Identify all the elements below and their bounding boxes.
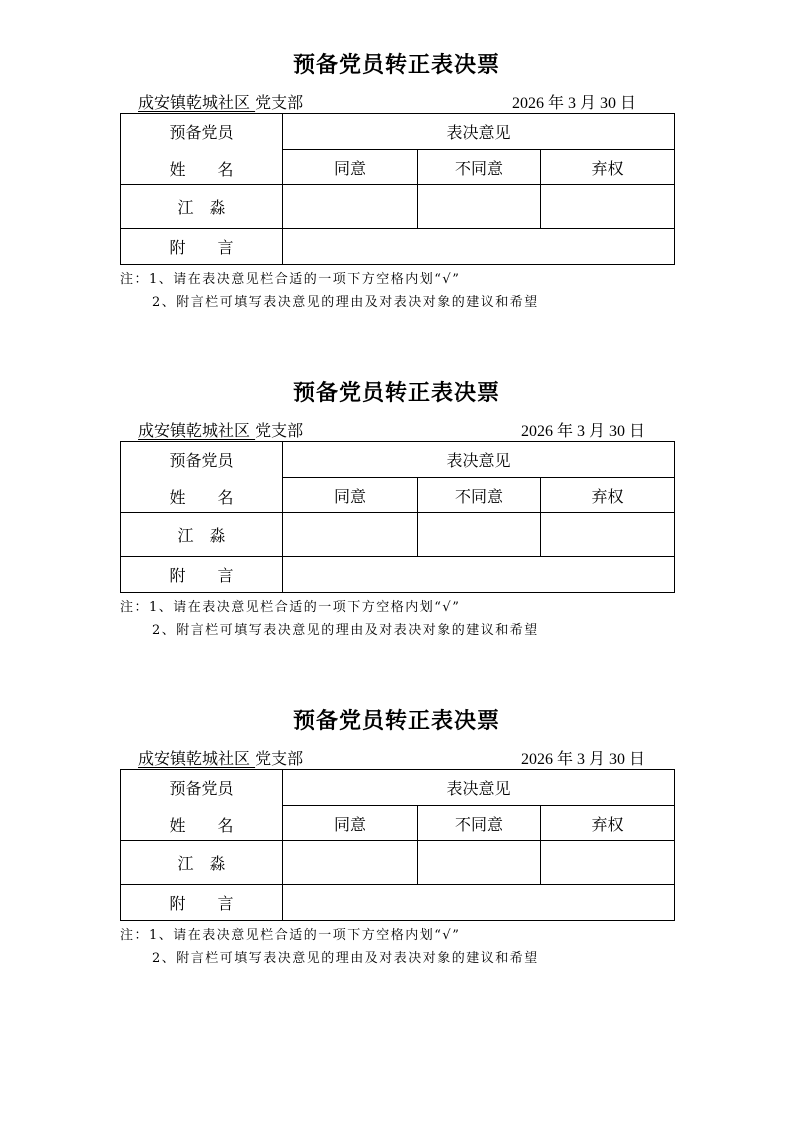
abstain-cell[interactable] [541, 185, 675, 229]
header-line-1: 预备党员 [169, 779, 234, 798]
notes [120, 924, 539, 970]
header-line-1: 预备党员 [169, 123, 234, 142]
candidate-name: 江 淼 [121, 513, 283, 557]
header-line-2: 姓 名 [169, 488, 234, 507]
abstain-cell[interactable] [541, 841, 675, 885]
agree-cell[interactable] [283, 513, 418, 557]
notes [120, 268, 539, 314]
header-line-1: 预备党员 [169, 451, 234, 470]
ballot-2 [0, 368, 793, 668]
opinion-header: 表决意见 [283, 770, 675, 806]
note-1: 注：1、请在表决意见栏合适的一项下方空格内划“√” [120, 928, 461, 943]
remark-cell[interactable] [283, 557, 675, 593]
notes [120, 596, 539, 642]
party-branch [138, 746, 303, 769]
header-line-2: 姓 名 [169, 160, 234, 179]
ballot-1 [0, 40, 793, 340]
ballot-title: 预备党员转正表决票 [292, 709, 500, 734]
note-2: 2、附言栏可填写表决意见的理由及对表决对象的建议和希望 [152, 623, 539, 638]
remark-label: 附 言 [121, 229, 283, 265]
column-abstain: 弃权 [541, 150, 675, 185]
agree-cell[interactable] [283, 841, 418, 885]
column-agree: 同意 [283, 150, 418, 185]
column-abstain: 弃权 [541, 806, 675, 841]
branch-suffix: 党支部 [255, 93, 304, 112]
candidate-name-header [121, 114, 283, 185]
vote-table [120, 441, 675, 593]
community-name: 成安镇乾城社区 [138, 93, 256, 112]
candidate-name: 江 淼 [121, 185, 283, 229]
column-abstain: 弃权 [541, 478, 675, 513]
remark-label: 附 言 [121, 557, 283, 593]
candidate-name: 江 淼 [121, 841, 283, 885]
column-disagree: 不同意 [418, 478, 541, 513]
abstain-cell[interactable] [541, 513, 675, 557]
opinion-header: 表决意见 [283, 114, 675, 150]
community-name: 成安镇乾城社区 [138, 421, 256, 440]
header-line-2: 姓 名 [169, 816, 234, 835]
ballot-title: 预备党员转正表决票 [292, 53, 500, 78]
remark-cell[interactable] [283, 885, 675, 921]
vote-table [120, 769, 675, 921]
note-2: 2、附言栏可填写表决意见的理由及对表决对象的建议和希望 [152, 295, 539, 310]
opinion-header: 表决意见 [283, 442, 675, 478]
disagree-cell[interactable] [418, 513, 541, 557]
note-1: 注：1、请在表决意见栏合适的一项下方空格内划“√” [120, 272, 461, 287]
ballot-date: 2026 年 3 月 30 日 [512, 95, 637, 112]
ballot-date: 2026 年 3 月 30 日 [521, 423, 646, 440]
column-disagree: 不同意 [418, 150, 541, 185]
column-agree: 同意 [283, 478, 418, 513]
party-branch [138, 90, 303, 113]
agree-cell[interactable] [283, 185, 418, 229]
note-2: 2、附言栏可填写表决意见的理由及对表决对象的建议和希望 [152, 951, 539, 966]
ballot-date: 2026 年 3 月 30 日 [521, 751, 646, 768]
note-1: 注：1、请在表决意见栏合适的一项下方空格内划“√” [120, 600, 461, 615]
remark-cell[interactable] [283, 229, 675, 265]
branch-suffix: 党支部 [255, 749, 304, 768]
remark-label: 附 言 [121, 885, 283, 921]
party-branch [138, 418, 303, 441]
candidate-name-header [121, 442, 283, 513]
vote-table [120, 113, 675, 265]
candidate-name-header [121, 770, 283, 841]
ballot-3 [0, 696, 793, 996]
disagree-cell[interactable] [418, 841, 541, 885]
column-agree: 同意 [283, 806, 418, 841]
disagree-cell[interactable] [418, 185, 541, 229]
community-name: 成安镇乾城社区 [138, 749, 256, 768]
branch-suffix: 党支部 [255, 421, 304, 440]
ballot-title: 预备党员转正表决票 [292, 381, 500, 406]
column-disagree: 不同意 [418, 806, 541, 841]
